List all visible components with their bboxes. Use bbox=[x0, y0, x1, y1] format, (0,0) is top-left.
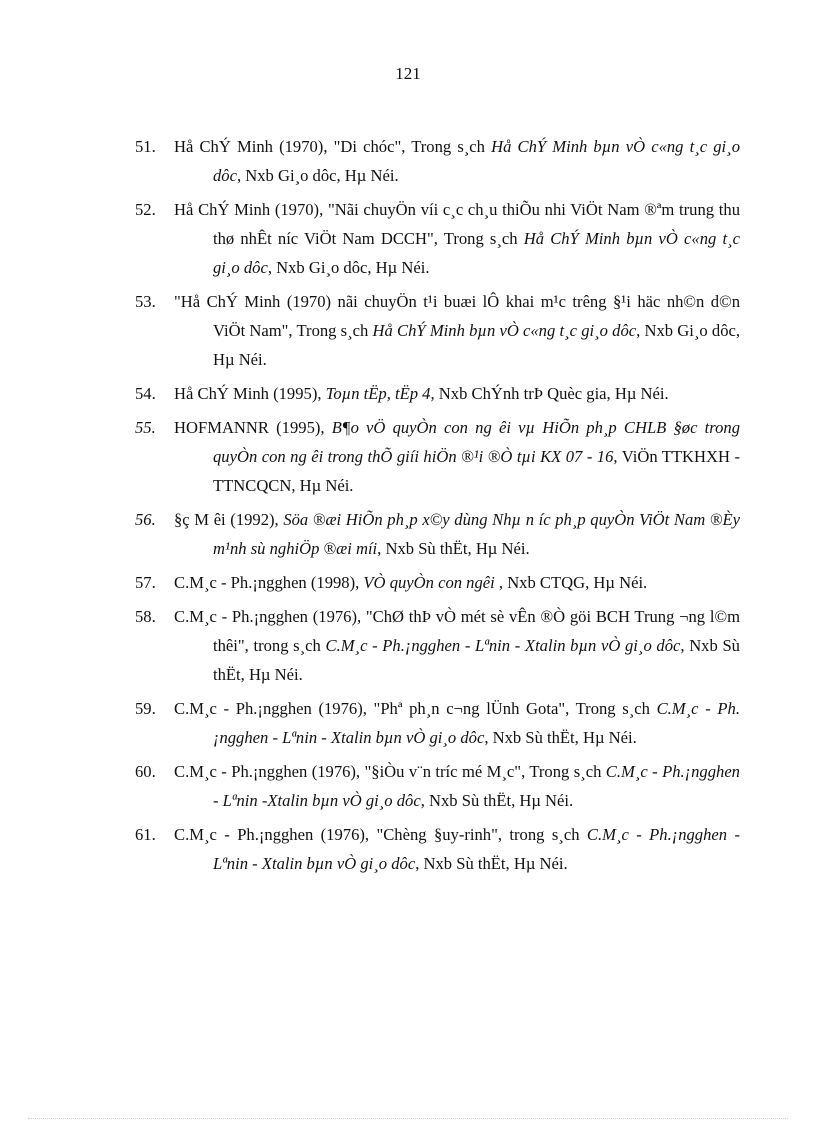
reference-text-segment: , Nxb Gi¸o dôc, Hµ Néi. bbox=[213, 321, 740, 369]
reference-title-italic: Hå ChÝ Minh bµn vÒ c«ng t¸c gi¸o dôc bbox=[372, 321, 637, 340]
reference-text bbox=[174, 287, 740, 374]
reference-text-segment: , Nxb Gi¸o dôc, Hµ Néi. bbox=[267, 258, 430, 277]
reference-number: 58. bbox=[135, 607, 156, 626]
reference-item bbox=[135, 694, 740, 752]
reference-number: 54. bbox=[135, 384, 156, 403]
reference-number: 52. bbox=[135, 200, 156, 219]
reference-text-segment: §ç M êi (1992), bbox=[174, 510, 284, 529]
reference-text-segment: HOFMANNR (1995), bbox=[174, 418, 332, 437]
reference-text-segment: Hå ChÝ Minh (1970), "Nãi chuyÖn víi c¸c ch¸u thiÕu nhi ViÖt Nam ®ªm trung thu thø nhÊt níc ViÖt Nam DCCH", Trong s¸ch bbox=[174, 200, 740, 248]
reference-item bbox=[135, 132, 740, 190]
reference-number: 51. bbox=[135, 137, 156, 156]
reference-number: 60. bbox=[135, 762, 156, 781]
reference-text-segment: C.M¸c - Ph.¡ngghen (1976), "ChØ thÞ vÒ mét sè vÊn ®Ò göi BCH Trung ¬ng l©m thêi", trong s¸ch bbox=[174, 607, 740, 655]
reference-text bbox=[174, 413, 740, 500]
reference-text-segment: Hå ChÝ Minh (1995), bbox=[174, 384, 326, 403]
reference-text bbox=[174, 602, 740, 689]
reference-text-segment: ViÖn TTKHXH - TTNCQCN, Hµ Néi. bbox=[213, 447, 740, 495]
reference-title-italic: C.M¸c - Ph.¡ngghen - Lªnin - Xtalin bµn vÒ gi¸o dôc bbox=[213, 825, 740, 873]
reference-text bbox=[174, 505, 740, 563]
reference-number: 59. bbox=[135, 699, 156, 718]
reference-text bbox=[174, 379, 740, 408]
reference-text-segment: C.M¸c - Ph.¡ngghen (1998), bbox=[174, 573, 364, 592]
reference-number: 56. bbox=[135, 510, 156, 529]
reference-text-segment: , Nxb CTQG, Hµ Néi. bbox=[498, 573, 648, 592]
reference-item bbox=[135, 413, 740, 500]
reference-title-italic: C.M¸c - Ph.¡ngghen - Lªnin -Xtalin bµn vÒ gi¸o dôc bbox=[213, 762, 740, 810]
reference-item bbox=[135, 379, 740, 408]
page-bottom-divider bbox=[28, 1118, 788, 1119]
reference-text bbox=[174, 757, 740, 815]
reference-text bbox=[174, 820, 740, 878]
reference-text-segment: "Hå ChÝ Minh (1970) nãi chuyÖn t¹i buæi lÔ khai m¹c trêng §¹i häc nh©n d©n ViÖt Nam", Trong s¸ch bbox=[174, 292, 740, 340]
reference-text-segment: , Nxb Sù thËt, Hµ Néi. bbox=[420, 791, 574, 810]
reference-item bbox=[135, 602, 740, 689]
reference-text bbox=[174, 195, 740, 282]
reference-number: 57. bbox=[135, 573, 156, 592]
reference-title-italic: Hå ChÝ Minh bµn vÒ c«ng t¸c gi¸o dôc bbox=[213, 137, 740, 185]
reference-text-segment: , Nxb Sù thËt, Hµ Néi. bbox=[415, 854, 568, 873]
reference-number: 61. bbox=[135, 825, 156, 844]
reference-title-italic: Hå ChÝ Minh bµn vÒ c«ng t¸c gi¸o dôc bbox=[213, 229, 740, 277]
reference-title-italic: C.M¸c - Ph.¡ngghen - Lªnin - Xtalin bµn vÒ gi¸o dôc bbox=[213, 699, 740, 747]
reference-title-italic: Toµn tËp, tËp 4, bbox=[325, 384, 435, 403]
reference-text bbox=[174, 132, 740, 190]
reference-item bbox=[135, 820, 740, 878]
reference-text-segment: C.M¸c - Ph.¡ngghen (1976), "Chèng §uy-rinh", trong s¸ch bbox=[174, 825, 587, 844]
reference-title-italic: C.M¸c - Ph.¡ngghen - Lªnin - Xtalin bµn vÒ gi¸o dôc bbox=[325, 636, 681, 655]
reference-text-segment: C.M¸c - Ph.¡ngghen (1976), "Phª ph¸n c¬ng lÜnh Gota", Trong s¸ch bbox=[174, 699, 657, 718]
reference-text-segment: , Nxb Sù thËt, Hµ Néi. bbox=[484, 728, 637, 747]
reference-text-segment: , Nxb Sù thËt, Hµ Néi. bbox=[213, 636, 740, 684]
reference-text-segment: , Nxb Gi¸o dôc, Hµ Néi. bbox=[236, 166, 399, 185]
reference-text bbox=[174, 568, 740, 597]
reference-item bbox=[135, 195, 740, 282]
reference-item bbox=[135, 757, 740, 815]
reference-title-italic: B¶o vÖ quyÒn con ng êi vµ HiÕn ph¸p CHLB §øc trong quyÒn con ng êi trong thÕ giíi hiÖn ®¹i ®Ò tµi KX 07 - 16, bbox=[213, 418, 741, 466]
reference-item bbox=[135, 505, 740, 563]
reference-text-segment: Nxb ChÝnh trÞ Quèc gia, Hµ Néi. bbox=[434, 384, 669, 403]
reference-text-segment: , Nxb Sù thËt, Hµ Néi. bbox=[377, 539, 530, 558]
reference-list bbox=[135, 132, 740, 883]
reference-title-italic: Söa ®æi HiÕn ph¸p x©y dùng Nhµ n íc ph¸p quyÒn ViÖt Nam ®Èy m¹nh sù nghiÖp ®æi míi bbox=[213, 510, 741, 558]
reference-title-italic: VÒ quyÒn con ngêi bbox=[363, 573, 499, 592]
reference-text-segment: Hå ChÝ Minh (1970), "Di chóc", Trong s¸ch bbox=[174, 137, 492, 156]
reference-number: 53. bbox=[135, 292, 156, 311]
reference-text-segment: C.M¸c - Ph.¡ngghen (1976), "§iÒu v¨n tríc mé M¸c", Trong s¸ch bbox=[174, 762, 606, 781]
reference-text bbox=[174, 694, 740, 752]
page-number: 121 bbox=[395, 64, 421, 83]
reference-item bbox=[135, 287, 740, 374]
reference-number: 55. bbox=[135, 418, 156, 437]
reference-item bbox=[135, 568, 740, 597]
